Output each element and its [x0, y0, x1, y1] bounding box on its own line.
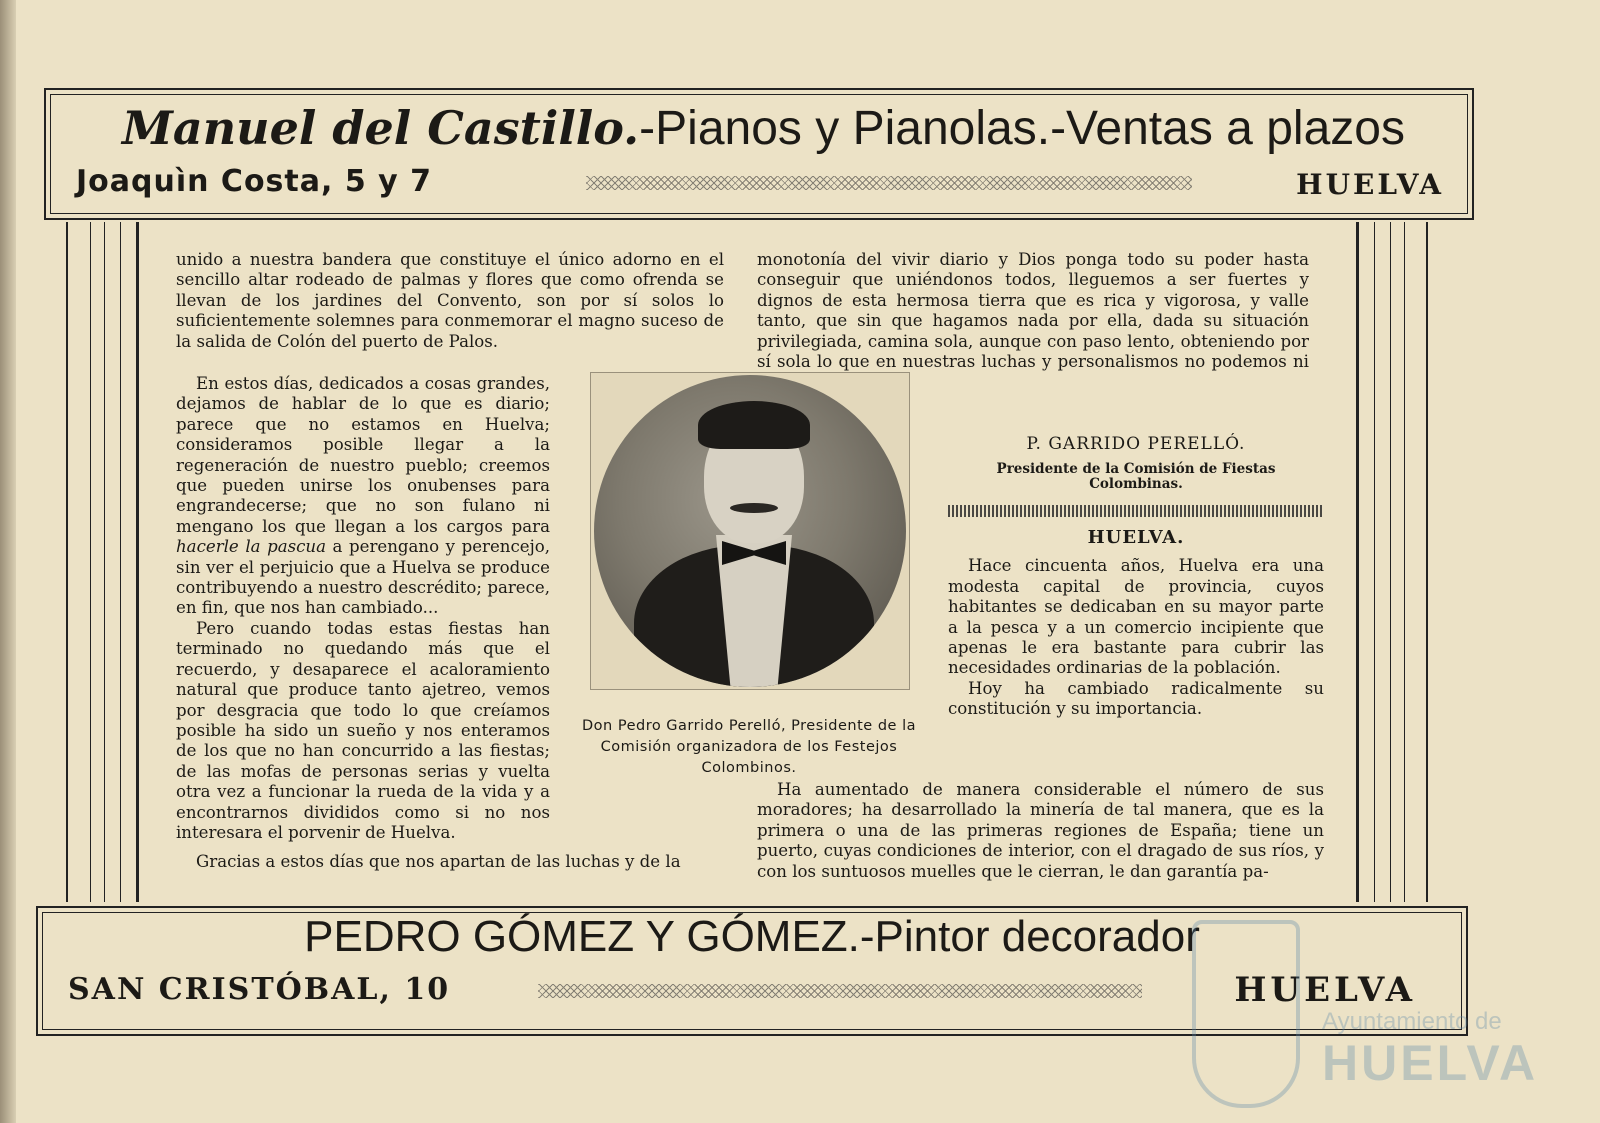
section-divider-ornament	[948, 505, 1324, 517]
top-ad-city: HUELVA	[1296, 168, 1444, 201]
top-ad-address: Joaquìn Costa, 5 y 7	[76, 164, 433, 199]
article-paragraph: unido a nuestra bandera que constituye el único adorno en el sencillo altar rodeado de palmas y flores que como ofrenda se llevan de los jardines del Convento, son por sí solos lo suficientemente solemnes para conmemorar el magno suceso de la salida de Colón del puerto de Palos.	[176, 250, 724, 351]
signature-block	[948, 434, 1324, 492]
watermark-line-2: HUELVA	[1322, 1035, 1539, 1091]
article-paragraph: Gracias a estos días que nos apartan de las luchas y de la	[196, 852, 681, 871]
italic-phrase: hacerle la pascua	[176, 537, 326, 557]
article-paragraph: Pero cuando todas estas fiestas han terminado no quedando más que el recuerdo, y desaparece el acaloramiento natural que produce tanto ajetreo, vemos por desgracia que todo lo que creíamos posible ha sido un sueño y nos enteramos de los que no han concurrido a las fiestas; de las mofas de personas serias y vuelta otra vez a funcionar la rueda de la vida y a encontrarnos divididos como si no nos interesara el porvenir de Huelva.	[176, 618, 550, 842]
article-paragraph: En estos días, dedicados a cosas grandes, dejamos de hablar de lo que es diario; parece que no estamos en Huelva; consideramos posible llegar a la regeneración de nuestro pueblo; creemos que pueden unirse los onubenses para engrandecerse; que no son fulano ni mengano los que llegan a los cargos para hacerle la pascua a perengano y perencejo, sin ver el perjuicio que a Huelva se produce contribuyendo a nuestro descrédito; parece, en fin, que nos han cambiado...	[176, 374, 550, 618]
bottom-ad-merchant-name: PEDRO GÓMEZ Y GÓMEZ.	[304, 912, 860, 961]
photo-caption: Don Pedro Garrido Perelló, Presidente de la Comisión organizadora de los Festejos Colombinos.	[582, 718, 916, 776]
bottom-ad-wave-ornament	[538, 984, 1142, 998]
author-role: Presidente de la Comisión de Fiestas Colombinas.	[996, 461, 1276, 493]
article-paragraph: Hoy ha cambiado radicalmente su constitución y su importancia.	[948, 678, 1324, 719]
page-spine	[0, 0, 16, 1123]
article-left-column	[176, 250, 724, 352]
archive-watermark	[1192, 920, 1539, 1110]
portrait-photo	[590, 372, 910, 690]
bottom-ad-address: SAN CRISTÓBAL, 10	[68, 972, 451, 1007]
right-border-rules	[1356, 222, 1430, 902]
section-heading: HUELVA.	[1087, 527, 1185, 548]
article-left-closing	[176, 852, 724, 872]
top-ad-sales-terms: -Ventas a plazos	[1050, 102, 1405, 155]
author-signature: P. GARRIDO PERELLÓ.	[1026, 434, 1246, 454]
huelva-section	[948, 528, 1324, 720]
bottom-ad-city: HUELVA	[1234, 970, 1416, 1010]
watermark-line-1: Ayuntamiento de	[1322, 1008, 1502, 1035]
article-paragraph: monotonía del vivir diario y Dios ponga todo su poder hasta conseguir que uniéndonos todos, lleguemos a ser fuertes y dignos de esta hermosa tierra que es rica y vigorosa, y valle tanto, que sin que hagamos nada por ella, dada su situación privilegiada, camina sola, aunque con paso lento, obteniendo por sí sola lo que en nuestras luchas y personalismos no podemos ni	[757, 250, 1309, 372]
portrait-vignette	[594, 375, 906, 687]
left-border-rules	[66, 222, 140, 902]
top-ad-wave-ornament	[586, 176, 1192, 190]
top-advertisement	[44, 88, 1474, 220]
portrait-hair	[698, 401, 810, 449]
top-ad-product: -Pianos y Pianolas.	[639, 102, 1051, 155]
article-left-narrow-column	[176, 374, 550, 843]
article-paragraph: Ha aumentado de manera considerable el número de sus moradores; ha desarrollado la minería de tal manera, que es la primera o una de las primeras regiones de España; tiene un puerto, cuyas condiciones de interior, con el dragado de sus ríos, y con los suntuosos muelles que le cierran, le dan garantía pa-	[757, 780, 1324, 881]
top-ad-merchant-name: Manuel del Castillo.	[122, 101, 640, 155]
portrait-mustache	[730, 503, 778, 513]
top-ad-headline	[122, 100, 1405, 156]
bottom-ad-trade: -Pintor decorador	[859, 912, 1200, 961]
coat-of-arms-icon	[1192, 920, 1300, 1108]
article-paragraph: Hace cincuenta años, Huelva era una modesta capital de provincia, cuyos habitantes se dedicaban en su mayor parte a la pesca y a un comercio incipiente que apenas le era bastante para cubrir las necesidades ordinarias de la población.	[948, 556, 1324, 678]
huelva-section-continued	[757, 780, 1324, 882]
